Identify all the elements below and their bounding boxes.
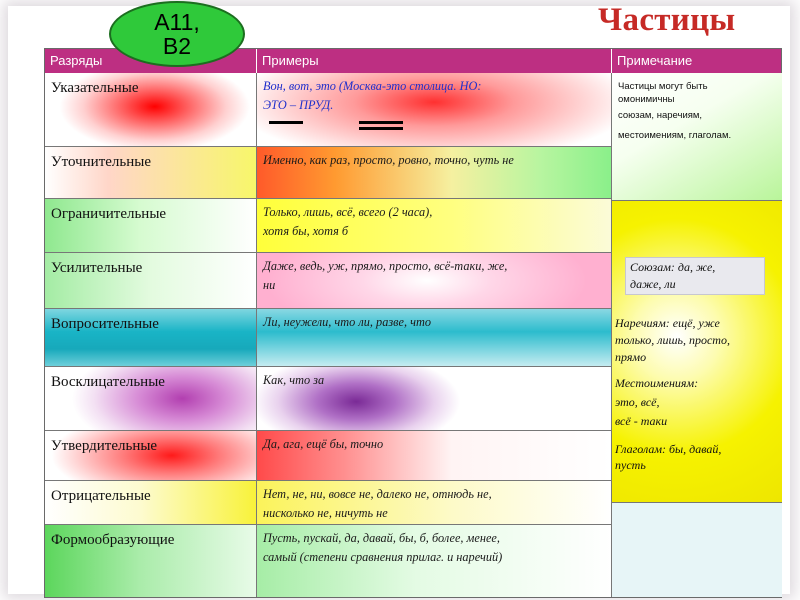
underline-mark: [359, 121, 403, 124]
particles-table: [44, 48, 782, 598]
category-label: Отрицательные: [51, 488, 151, 504]
note-line: Частицы могут быть: [618, 81, 708, 92]
examples-text-line: Вон, вот, это (Москва-это столица. НО:: [263, 79, 482, 93]
underline-mark: [269, 121, 303, 124]
note-line: прямо: [615, 350, 647, 364]
badge-line-2: B2: [162, 33, 192, 59]
task-badge: [109, 1, 245, 67]
examples-text-line: хотя бы, хотя б: [263, 224, 349, 238]
category-cell: [45, 147, 256, 199]
note-line: даже, ли: [630, 277, 676, 291]
note-line: местоимениям, глаголам.: [618, 130, 732, 141]
note-line: всё - таки: [615, 414, 668, 428]
header-examples: Примеры: [256, 49, 611, 73]
badge-line-1: A11,: [154, 9, 200, 35]
header-categories: Разряды: [45, 49, 256, 73]
examples-text-line: Нет, не, ни, вовсе не, далеко не, отнюдь не,: [263, 487, 492, 501]
examples-cell: [256, 199, 611, 253]
category-cell: [45, 481, 256, 525]
note-empty-cell: [612, 503, 782, 597]
examples-text-line: Даже, ведь, уж, прямо, просто, всё-таки, же,: [263, 259, 508, 273]
examples-cell: [256, 253, 611, 309]
examples-cell: [256, 431, 611, 481]
examples-cell: [256, 525, 611, 597]
note-line: пусть: [615, 458, 646, 472]
notes-column: [611, 73, 782, 597]
examples-text-line: Пусть, пускай, да, давай, бы, б, более, менее,: [263, 531, 500, 545]
note-line: только, лишь, просто,: [615, 333, 730, 347]
category-cell: [45, 367, 256, 431]
category-label: Вопросительные: [51, 316, 159, 332]
conjunctions-box: [625, 257, 765, 295]
examples-text-line: нисколько не, ничуть не: [263, 506, 388, 520]
note-line: это, всё,: [615, 395, 660, 409]
category-label: Ограничительные: [51, 206, 167, 222]
category-cell: [45, 73, 256, 147]
examples-text-line: Ли, неужели, что ли, разве, что: [263, 315, 431, 329]
examples-cell: [256, 73, 611, 147]
underline-mark: [359, 127, 403, 130]
note-line: омонимичны: [618, 94, 675, 105]
examples-text-line: Как, что за: [263, 373, 325, 387]
note-line: Наречиям: ещё, уже: [615, 316, 720, 330]
category-cell: [45, 309, 256, 367]
examples-text-line: Только, лишь, всё, всего (2 часа),: [263, 205, 433, 219]
examples-cell: [256, 309, 611, 367]
examples-text-line: ЭТО – ПРУД.: [263, 98, 334, 112]
header-note: Примечание: [611, 49, 781, 73]
category-label: Уточнительные: [51, 154, 151, 170]
slide-title: Частицы: [598, 2, 736, 38]
category-cell: [45, 525, 256, 597]
note-line: Союзам: да, же,: [630, 260, 716, 274]
category-cell: [45, 199, 256, 253]
examples-text-line: ни: [263, 278, 276, 292]
examples-cell: [256, 147, 611, 199]
note-line: союзам, наречиям,: [618, 110, 703, 121]
category-label: Указательные: [51, 80, 139, 96]
note-homonyms-block: [612, 201, 782, 503]
examples-cell: [256, 481, 611, 525]
note-homonymy: [612, 73, 782, 201]
examples-text-line: самый (степени сравнения прилаг. и наречий): [263, 550, 503, 564]
category-cell: [45, 431, 256, 481]
category-cell: [45, 253, 256, 309]
examples-text-line: Да, ага, ещё бы, точно: [263, 437, 384, 451]
note-line: Глаголам: бы, давай,: [615, 442, 722, 456]
examples-text-line: Именно, как раз, просто, ровно, точно, чуть не: [263, 153, 514, 167]
examples-cell: [256, 367, 611, 431]
note-line: Местоимениям:: [615, 376, 699, 390]
category-label: Утвердительные: [51, 438, 158, 454]
category-label: Формообразующие: [51, 532, 175, 548]
category-label: Усилительные: [51, 260, 143, 276]
category-label: Восклицательные: [51, 374, 165, 390]
